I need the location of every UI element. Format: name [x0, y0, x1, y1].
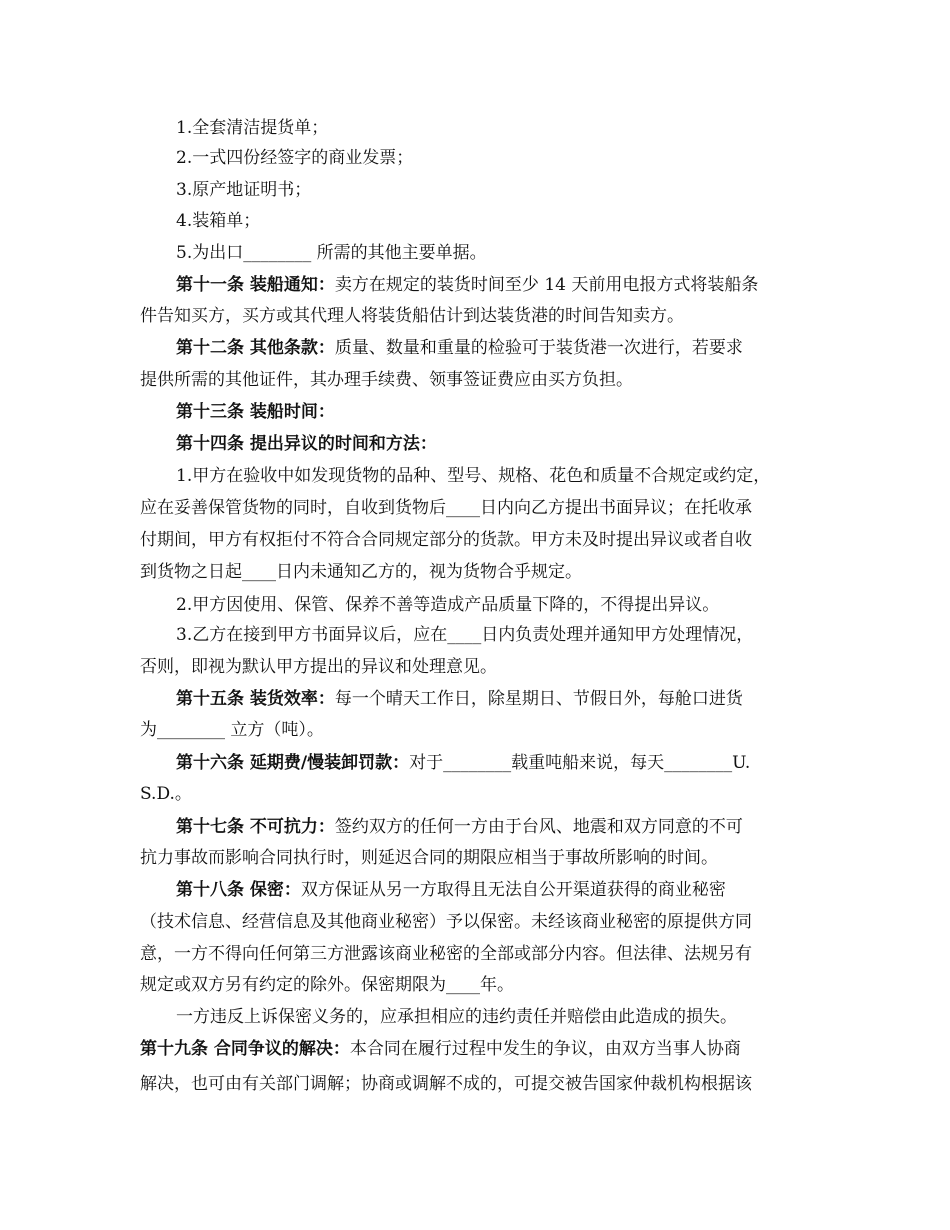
text-line [0, 684, 950, 714]
body-text: 每一个晴天工作日，除星期日、节假日外，每舱口进货 [334, 689, 743, 709]
text-line [0, 1034, 950, 1064]
body-text: 双方保证从另一方取得且无法自公开渠道获得的商业秘密 [300, 880, 726, 900]
text-line [0, 143, 950, 173]
body-text: 1.甲方在验收中如发现货物的品种、型号、规格、花色和质量不合规定或约定， [176, 466, 771, 486]
article-heading: 第十三条 装船时间： [176, 402, 335, 422]
body-text: 4.装箱单； [176, 211, 261, 231]
body-text: 卖方在规定的装货时间至少 14 天前用电报方式将装船条 [334, 275, 759, 295]
body-text: 本合同在履行过程中发生的争议，由双方当事人协商 [349, 1039, 741, 1059]
text-line [0, 429, 950, 459]
article-heading: 第十二条 其他条款： [176, 338, 335, 358]
body-text: 签约双方的任何一方由于台风、地震和双方同意的不可 [334, 817, 743, 837]
body-text: 2.甲方因使用、保管、保养不善等造成产品质量下降的，不得提出异议。 [176, 595, 720, 615]
text-line [0, 779, 950, 809]
text-line [0, 175, 950, 205]
body-text: 5.为出口________ 所需的其他主要单据。 [176, 243, 487, 263]
body-text: 到货物之日起____日内未通知乙方的，视为货物合乎规定。 [140, 562, 582, 582]
body-text: 抗力事故而影响合同执行时，则延迟合同的期限应相当于事故所影响的时间。 [140, 848, 718, 868]
body-text: S.D.。 [140, 784, 192, 804]
text-line [0, 939, 950, 969]
text-line [0, 206, 950, 236]
body-text: 一方违反上诉保密义务的，应承担相应的违约责任并赔偿由此造成的损失。 [176, 1007, 737, 1027]
body-text: 意，一方不得向任何第三方泄露该商业秘密的全部或部分内容。但法律、法规另有 [140, 944, 752, 964]
body-text: 质量、数量和重量的检验可于装货港一次进行，若要求 [334, 338, 743, 358]
text-line [0, 365, 950, 395]
text-line [0, 557, 950, 587]
body-text: 3.乙方在接到甲方书面异议后，应在____日内负责处理并通知甲方处理情况， [176, 625, 754, 645]
body-text: 1.全套清洁提货单； [176, 118, 329, 138]
article-heading: 第十四条 提出异议的时间和方法： [176, 434, 437, 454]
text-line [0, 1069, 950, 1099]
body-text: 付期间，甲方有权拒付不符合合同规定部分的货款。甲方未及时提出异议或者自收 [140, 530, 752, 550]
text-line [0, 1002, 950, 1032]
text-line [0, 333, 950, 363]
body-text: （技术信息、经营信息及其他商业秘密）予以保密。未经该商业秘密的原提供方同 [140, 912, 752, 932]
text-line [0, 620, 950, 650]
text-line [0, 970, 950, 1000]
text-line [0, 270, 950, 300]
text-line [0, 715, 950, 745]
body-text: 件告知买方，买方或其代理人将装货船估计到达装货港的时间告知卖方。 [140, 306, 684, 326]
text-line [0, 590, 950, 620]
text-line [0, 397, 950, 427]
text-line [0, 843, 950, 873]
body-text: 对于________载重吨船来说，每天________U. [409, 753, 751, 773]
text-line [0, 525, 950, 555]
body-text: 2.一式四份经签字的商业发票； [176, 148, 414, 168]
text-line [0, 113, 950, 143]
article-heading: 第十八条 保密： [176, 880, 301, 900]
text-line [0, 748, 950, 778]
body-text: 为________ 立方（吨）。 [140, 720, 324, 740]
article-heading: 第十五条 装货效率： [176, 689, 335, 709]
text-line [0, 875, 950, 905]
text-line [0, 652, 950, 682]
article-heading: 第十七条 不可抗力： [176, 817, 335, 837]
body-text: 应在妥善保管货物的同时，自收到货物后____日内向乙方提出书面异议；在托收承 [140, 498, 752, 518]
article-heading: 第十九条 合同争议的解决： [140, 1039, 350, 1059]
body-text: 解决，也可由有关部门调解；协商或调解不成的，可提交被告国家仲裁机构根据该 [140, 1074, 752, 1094]
body-text: 提供所需的其他证件，其办理手续费、领事签证费应由买方负担。 [140, 370, 633, 390]
article-heading: 第十一条 装船通知： [176, 275, 335, 295]
text-line [0, 812, 950, 842]
article-heading: 第十六条 延期费/慢装卸罚款： [176, 753, 410, 773]
text-line [0, 907, 950, 937]
body-text: 否则，即视为默认甲方提出的异议和处理意见。 [140, 657, 497, 677]
text-line [0, 238, 950, 268]
text-line [0, 301, 950, 331]
text-line [0, 493, 950, 523]
body-text: 规定或双方另有约定的除外。保密期限为____年。 [140, 975, 514, 995]
text-line [0, 461, 950, 491]
body-text: 3.原产地证明书； [176, 180, 312, 200]
